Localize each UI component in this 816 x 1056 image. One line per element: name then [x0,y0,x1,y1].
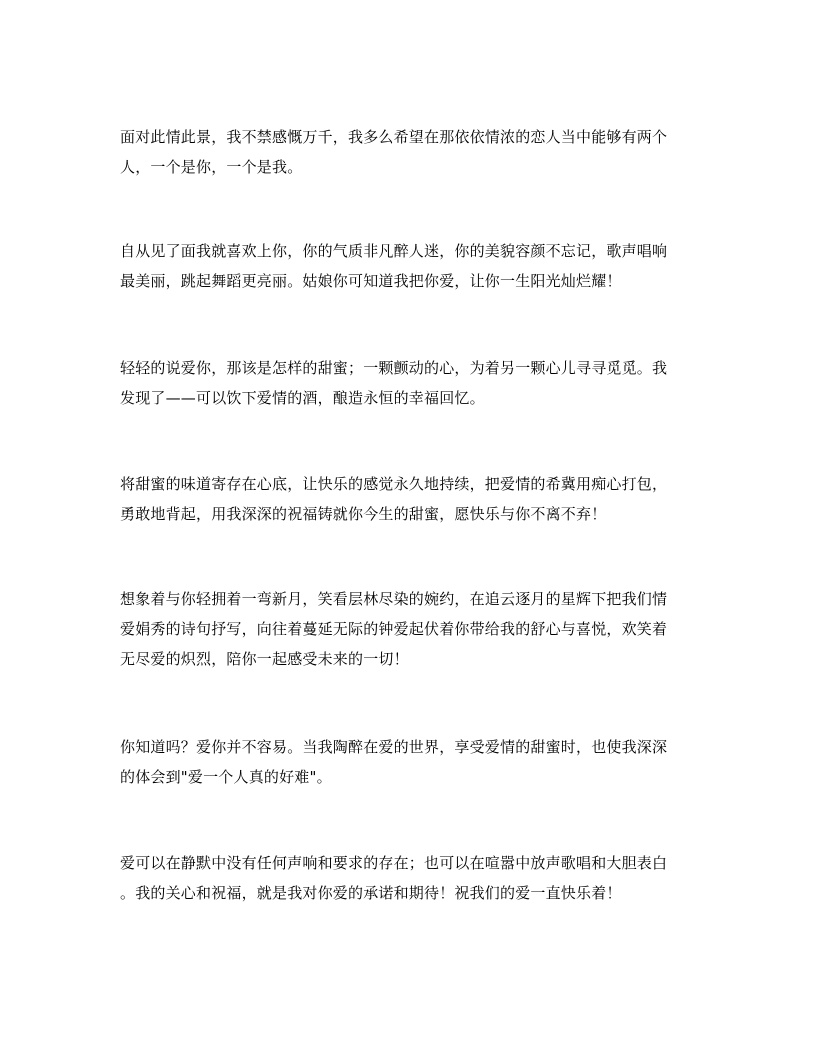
paragraph-line: 人，一个是你，一个是我。 [120,158,303,176]
paragraph-line: 将甜蜜的味道寄存在心底，让快乐的感觉永久地持续，把爱情的希冀用痴心打包， [120,475,668,493]
paragraph-line: 爱可以在静默中没有任何声响和要求的存在；也可以在喧嚣中放声歌唱和大胆表白 [120,854,668,872]
paragraph-3 [120,353,700,413]
paragraph-2 [120,236,700,296]
paragraph-line: 。我的关心和祝福，就是我对你爱的承诺和期待！祝我们的爱一直快乐着！ [120,884,622,902]
paragraph-line: 的体会到"爱一个人真的好难"。 [120,768,332,786]
paragraph-line: 想象着与你轻拥着一弯新月，笑看层林尽染的婉约，在追云逐月的星辉下把我们情 [120,590,668,608]
paragraph-1 [120,122,700,182]
paragraph-line: 爱娟秀的诗句抒写，向往着蔓延无际的钟爱起伏着你带给我的舒心与喜悦，欢笑着 [120,620,668,638]
paragraph-line: 轻轻的说爱你，那该是怎样的甜蜜；一颗颤动的心，为着另一颗心儿寻寻觅觅。我 [120,359,668,377]
paragraph-line: 自从见了面我就喜欢上你，你的气质非凡醉人迷，你的美貌容颜不忘记，歌声唱响 [120,242,668,260]
paragraph-line: 面对此情此景，我不禁感慨万千，我多么希望在那依依情浓的恋人当中能够有两个 [120,128,668,146]
paragraph-7 [120,848,700,908]
paragraph-4 [120,469,700,529]
paragraph-6 [120,732,700,792]
paragraph-line: 无尽爱的炽烈，陪你一起感受未来的一切！ [120,650,409,668]
paragraph-line: 发现了——可以饮下爱情的酒，酿造永恒的幸福回忆。 [120,389,485,407]
paragraph-line: 你知道吗？爱你并不容易。当我陶醉在爱的世界，享受爱情的甜蜜时，也使我深深 [120,738,668,756]
paragraph-line: 最美丽，跳起舞蹈更亮丽。姑娘你可知道我把你爱，让你一生阳光灿烂耀！ [120,272,622,290]
paragraph-line: 勇敢地背起，用我深深的祝福铸就你今生的甜蜜，愿快乐与你不离不弃！ [120,505,607,523]
paragraph-5 [120,584,700,674]
